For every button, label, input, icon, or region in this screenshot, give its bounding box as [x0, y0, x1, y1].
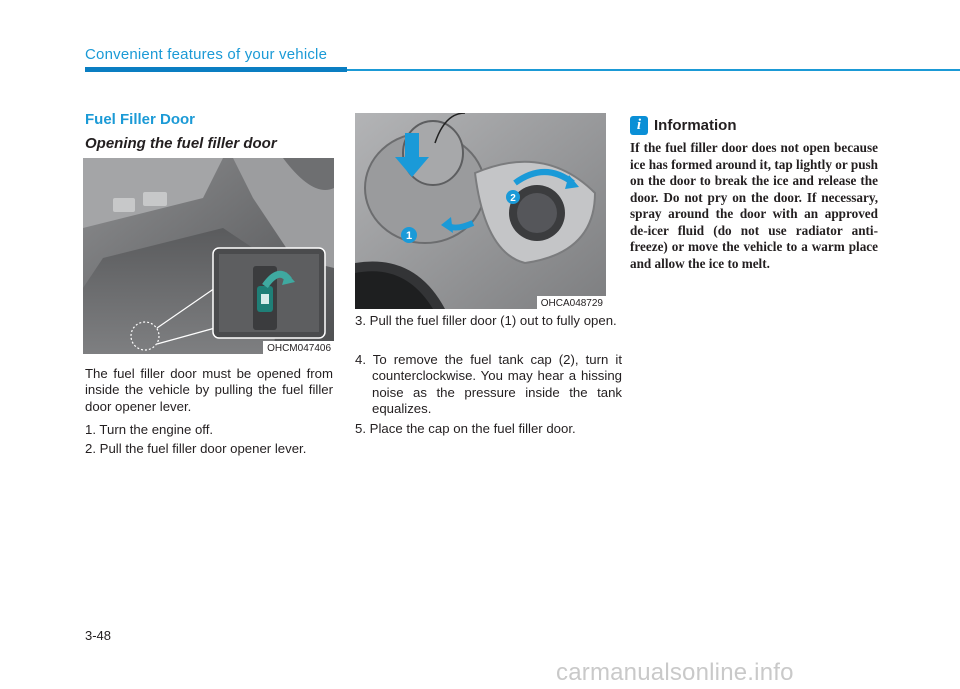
- info-icon: i: [630, 116, 648, 135]
- info-title: Information: [654, 117, 737, 134]
- photo-code-left: OHCM047406: [263, 341, 334, 354]
- section-title: Fuel Filler Door: [85, 111, 196, 128]
- page-number: 3-48: [85, 628, 112, 643]
- callout-1: 1: [405, 230, 413, 242]
- step-3: 3. Pull the fuel filler door (1) out to fully open.: [355, 313, 617, 328]
- fuel-door-photo: [355, 113, 606, 309]
- step-2: 2. Pull the fuel filler door opener lever.: [85, 441, 307, 456]
- info-text: If the fuel filler door does not open because ice has formed around it, tap lightly or push on the door to break the ice and release the door. Do not pry on the door. If necessary, spray around the door with an approved de-icer fluid (do not use radiator anti-freeze) or move the vehicle to a warm place and allow the ice to melt.: [630, 140, 878, 271]
- header-rule-dark: [85, 67, 347, 72]
- step-1: 1. Turn the engine off.: [85, 422, 214, 437]
- step-4: 4. To remove the fuel tank cap (2), turn it counterclockwise. You may hear a hissing noise as the pressure inside the tank equalizes.: [355, 352, 622, 416]
- intro-paragraph: The fuel filler door must be opened from inside the vehicle by pulling the fuel filler door opener lever.: [85, 366, 333, 414]
- callout-2: 2: [510, 193, 516, 204]
- watermark: carmanualsonline.info: [556, 659, 794, 686]
- photo-code-right: OHCA048729: [537, 296, 606, 309]
- step-5: 5. Place the cap on the fuel filler door.: [355, 421, 576, 436]
- opener-lever-photo: [83, 158, 334, 354]
- fuel-door-illustration: [355, 113, 606, 309]
- opener-lever-illustration: [83, 158, 334, 354]
- chapter-header: Convenient features of your vehicle: [85, 46, 328, 63]
- header-rule-light: [347, 69, 960, 71]
- subsection-title: Opening the fuel filler door: [85, 135, 277, 152]
